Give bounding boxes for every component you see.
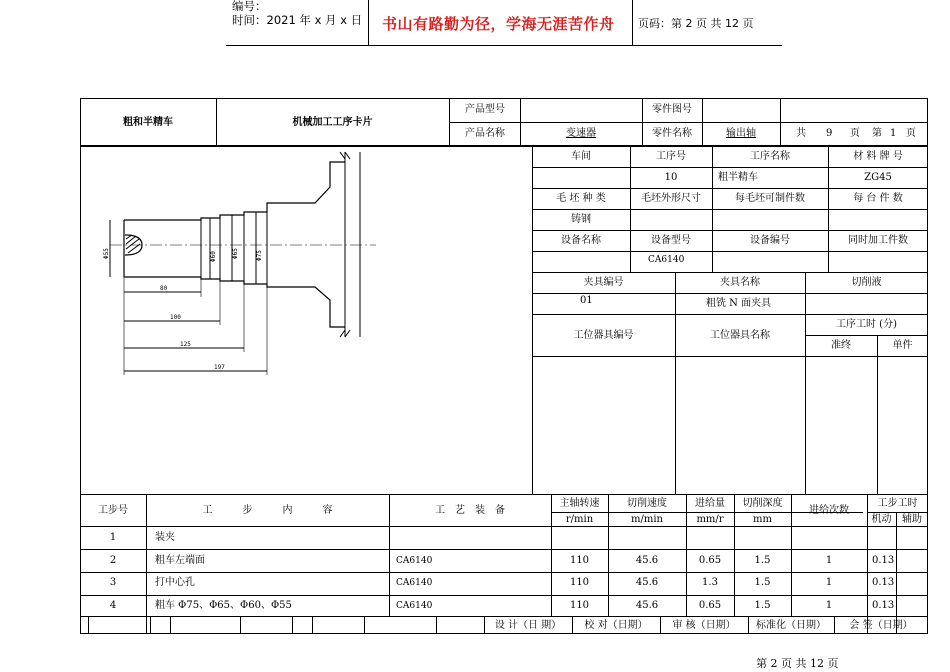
- col-step-time: 工步工时: [877, 498, 918, 509]
- part-drawing-label: 零件图号: [652, 104, 692, 115]
- blank-type-label: 毛 坯 种 类: [556, 193, 606, 204]
- page-number: 1: [890, 128, 897, 139]
- code-label: 编号：: [232, 0, 267, 13]
- per-blank-label: 每毛坯可制件数: [735, 193, 805, 204]
- dim-d55: Φ55: [103, 248, 110, 259]
- step-feed: 0.65: [698, 600, 722, 611]
- simul-label: 同时加工件数: [848, 235, 908, 246]
- step-no: 3: [109, 577, 117, 588]
- page-unit-2: 页: [906, 128, 916, 139]
- blank-type-value: 铸钢: [571, 214, 591, 225]
- step-machine-time: 0.13: [872, 555, 895, 566]
- prep-time-label: 准终: [831, 340, 851, 351]
- step-passes: 1: [825, 577, 833, 588]
- op-no-value: 10: [664, 172, 678, 183]
- motto: 书山有路勤为径，学海无涯苦作舟: [382, 15, 615, 33]
- step-content: 装夹: [155, 532, 175, 543]
- step-content: 粗车 Φ75、Φ65、Φ60、Φ55: [155, 600, 292, 611]
- step-spindle: 110: [569, 600, 590, 611]
- step-content: 粗车左端面: [155, 555, 205, 566]
- step-depth: 1.5: [754, 555, 771, 566]
- col-speed-unit: m/min: [631, 514, 663, 525]
- step-speed: 45.6: [635, 600, 659, 611]
- step-no: 4: [109, 600, 117, 611]
- signoff-design: 设 计（日 期）: [494, 620, 562, 631]
- op-time-label: 工序工时 (分): [836, 319, 897, 330]
- col-depth: 切削深度: [742, 498, 783, 509]
- col-equipment: 工 艺 装 备: [435, 505, 505, 516]
- equip-name-label: 设备名称: [561, 235, 601, 246]
- col-speed: 切削速度: [627, 498, 667, 509]
- equip-no-label: 设备编号: [750, 235, 790, 246]
- dim-d60: Φ60: [210, 251, 217, 262]
- col-machine-time: 机动: [871, 514, 892, 525]
- op-name-value: 粗半精车: [718, 172, 758, 183]
- col-passes: 进给次数: [809, 505, 849, 516]
- page-unit: 页: [850, 128, 860, 139]
- blank-size-label: 毛坯外形尺寸: [641, 193, 701, 204]
- col-feed-unit: mm/r: [696, 514, 724, 525]
- fixture-name-label: 夹具名称: [720, 277, 760, 288]
- col-spindle: 主轴转速: [559, 498, 600, 509]
- material-value: ZG45: [864, 172, 892, 183]
- time-label: 时间：2021 年 x 月 x 日: [232, 13, 363, 27]
- dim-100: 100: [170, 314, 181, 321]
- col-aux-time: 辅助: [902, 514, 922, 525]
- card-title: 机械加工工序卡片: [292, 117, 373, 128]
- signoff-check: 校 对（日期）: [584, 620, 648, 631]
- step-machine-time: 0.13: [872, 577, 895, 588]
- station-name-label: 工位器具名称: [710, 330, 770, 341]
- col-step-no: 工步号: [98, 505, 128, 516]
- station-no-label: 工位器具编号: [573, 330, 634, 341]
- dim-197: 197: [214, 364, 225, 371]
- step-feed: 1.3: [702, 577, 718, 588]
- dim-80: 80: [160, 285, 168, 292]
- total-label: 共: [796, 128, 806, 139]
- fixture-no-value: 01: [580, 295, 593, 306]
- per-machine-label: 每 台 件 数: [853, 193, 903, 204]
- part-drawing: [80, 147, 532, 494]
- signoff-standard: 标准化（日期）: [756, 620, 826, 631]
- col-content: 工 步 内 容: [202, 505, 333, 516]
- part-name-value: 输出轴: [726, 128, 756, 139]
- fixture-no-label: 夹具编号: [583, 277, 624, 288]
- step-no: 1: [109, 532, 117, 543]
- dim-d65: Φ65: [232, 248, 239, 259]
- coolant-label: 切削液: [851, 277, 882, 288]
- step-feed: 0.65: [698, 555, 722, 566]
- step-speed: 45.6: [635, 555, 659, 566]
- page-prefix: 第: [872, 128, 882, 139]
- equip-model-label: 设备型号: [651, 235, 691, 246]
- workshop-label: 车间: [571, 151, 591, 162]
- op-no-label: 工序号: [656, 151, 686, 162]
- step-passes: 1: [825, 555, 833, 566]
- step-content: 打中心孔: [155, 577, 195, 588]
- step-equip: CA6140: [396, 556, 433, 566]
- unit-time-label: 单件: [892, 340, 913, 351]
- part-name-label: 零件名称: [652, 128, 692, 139]
- step-no: 2: [109, 555, 117, 566]
- product-name-value: 变速器: [566, 128, 596, 139]
- step-depth: 1.5: [754, 600, 771, 611]
- fixture-name-value: 粗铣 N 面夹具: [706, 298, 772, 309]
- signoff-sign: 会 签（日期）: [849, 620, 913, 631]
- step-spindle: 110: [569, 555, 590, 566]
- step-equip: CA6140: [396, 601, 433, 611]
- step-machine-time: 0.13: [872, 600, 895, 611]
- step-passes: 1: [825, 600, 833, 611]
- total-pages: 9: [826, 128, 833, 139]
- step-depth: 1.5: [754, 577, 771, 588]
- material-label: 材 料 牌 号: [853, 151, 903, 162]
- step-equip: CA6140: [396, 578, 433, 588]
- op-name-label: 工序名称: [750, 151, 790, 162]
- process-type: 粗和半精车: [123, 117, 173, 128]
- step-spindle: 110: [569, 577, 590, 588]
- footer-page: 第 2 页 共 12 页: [756, 657, 839, 670]
- equip-model-value: CA6140: [648, 255, 685, 265]
- col-feed: 进给量: [695, 498, 725, 509]
- page-label: 页码：第 2 页 共 12 页: [638, 17, 754, 30]
- product-model-label: 产品型号: [465, 104, 505, 115]
- col-depth-unit: mm: [753, 514, 772, 525]
- header-rule: [226, 45, 782, 46]
- signoff-review: 审 核（日期）: [672, 620, 736, 631]
- dim-d75: Φ75: [256, 250, 263, 261]
- step-speed: 45.6: [635, 577, 659, 588]
- col-spindle-unit: r/min: [565, 514, 594, 525]
- dim-125: 125: [180, 341, 191, 348]
- product-name-label: 产品名称: [465, 128, 505, 139]
